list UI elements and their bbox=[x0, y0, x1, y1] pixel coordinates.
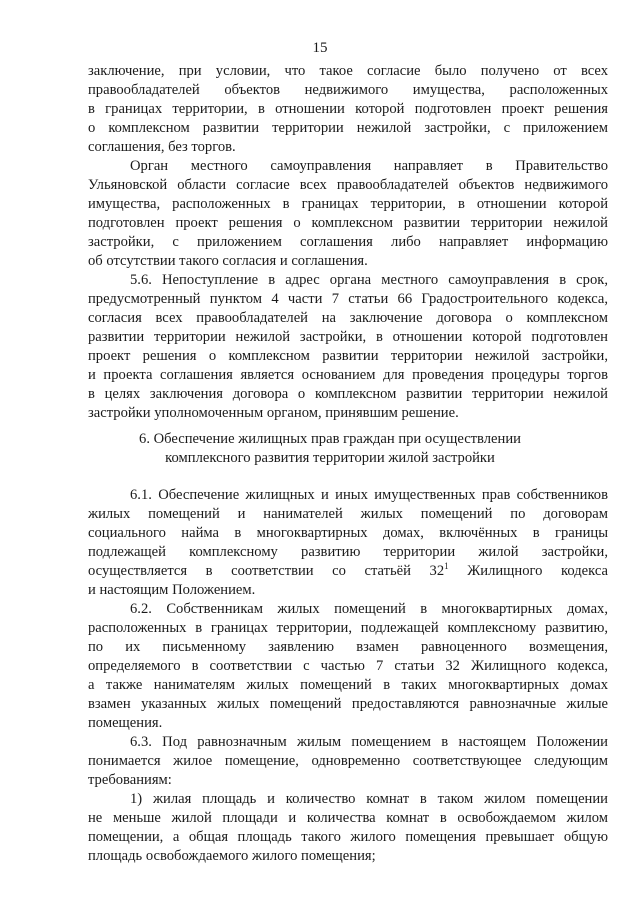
text-line: 6.3. Под равнозначным жилым помещением в настоящем Положении bbox=[130, 734, 608, 750]
text-line: не меньше жилой площади и количества комнат в освобождаемом жилом bbox=[88, 810, 608, 826]
text-line: 1) жилая площадь и количество комнат в таком жилом помещении bbox=[130, 791, 608, 807]
text-line: согласия всех правообладателей на заключение договора о комплексном bbox=[88, 310, 608, 326]
text-line: и проекта соглашения является основанием для проведения процедуры торгов bbox=[88, 367, 608, 383]
text-line: Ульяновской области согласие всех правообладателей объектов недвижимого bbox=[88, 177, 608, 193]
text-line: 6.1. Обеспечение жилищных и иных имущественных прав собственников bbox=[130, 487, 608, 503]
superscript: 1 bbox=[444, 561, 449, 571]
text-line: 5.6. Непоступление в адрес органа местного самоуправления в срок, bbox=[130, 272, 608, 288]
text-line: в границах территории, в отношении которой подготовлен проект решения bbox=[88, 101, 608, 117]
text-fragment: осуществляется в соответствии со статьёй 32 bbox=[88, 563, 445, 579]
text-line: подготовлен проект решения о комплексном развитии территории нежилой bbox=[88, 215, 608, 231]
text-line: застройки, с приложением соглашения либо направляет информацию bbox=[88, 234, 608, 250]
text-line: об отсутствии такого согласия и соглашения. bbox=[88, 253, 368, 269]
text-line: Орган местного самоуправления направляет в Правительство bbox=[130, 158, 608, 174]
text-line: понимается жилое помещение, одновременно соответствующее следующим bbox=[88, 753, 608, 769]
section-heading: 6. Обеспечение жилищных прав граждан при осуществлении bbox=[139, 431, 521, 447]
text-line: взамен указанных жилых помещений предоставляются равнозначные жилые bbox=[88, 696, 608, 712]
text-line: проект решения о комплексном развитии территории нежилой застройки, bbox=[88, 348, 608, 364]
text-line: 6.2. Собственникам жилых помещений в многоквартирных домах, bbox=[130, 601, 608, 617]
page-number: 15 bbox=[312, 40, 328, 56]
text-line: заключение, при условии, что такое согласие было получено от всех bbox=[88, 63, 608, 79]
text-line: помещении, а общая площадь такого жилого помещения превышает общую bbox=[88, 829, 608, 845]
text-line: площадь освобождаемого жилого помещения; bbox=[88, 848, 376, 864]
text-line: и настоящим Положением. bbox=[88, 582, 256, 598]
text-line: жилых помещений и нанимателей жилых помещений по договорам bbox=[88, 506, 608, 522]
text-line: соглашения, без торгов. bbox=[88, 139, 236, 155]
text-line: о комплексном развитии территории нежилой застройки, с приложением bbox=[88, 120, 608, 136]
text-line: в целях заключения договора о комплексном развитии территории нежилой bbox=[88, 386, 608, 402]
text-fragment: Жилищного кодекса bbox=[448, 563, 608, 579]
text-line: требованиям: bbox=[88, 772, 172, 788]
text-line: предусмотренный пунктом 4 части 7 статьи 66 Градостроительного кодекса, bbox=[88, 291, 608, 307]
text-line: социального найма в многоквартирных домах, включённых в границы bbox=[88, 525, 608, 541]
text-line: определяемого в соответствии с частью 7 статьи 32 Жилищного кодекса, bbox=[88, 658, 608, 674]
text-line: правообладателей объектов недвижимого имущества, расположенных bbox=[88, 82, 608, 98]
text-line: застройки уполномоченным органом, принявшим решение. bbox=[88, 405, 459, 421]
text-line: развитии территории нежилой застройки, в отношении которой подготовлен bbox=[88, 329, 608, 345]
text-line: а также нанимателям жилых помещений в таких многоквартирных домах bbox=[88, 677, 608, 693]
section-heading: комплексного развития территории жилой застройки bbox=[165, 450, 495, 466]
text-line: подлежащей комплексному развитию территории жилой застройки, bbox=[88, 544, 608, 560]
text-line bbox=[88, 562, 608, 580]
text-line: расположенных в границах территории, подлежащей комплексному развитию, bbox=[88, 620, 608, 636]
text-line: имущества, расположенных в границах территории, в отношении которой bbox=[88, 196, 608, 212]
text-line: помещения. bbox=[88, 715, 163, 731]
text-line: по их письменному заявлению взамен равноценного возмещения, bbox=[88, 639, 608, 655]
